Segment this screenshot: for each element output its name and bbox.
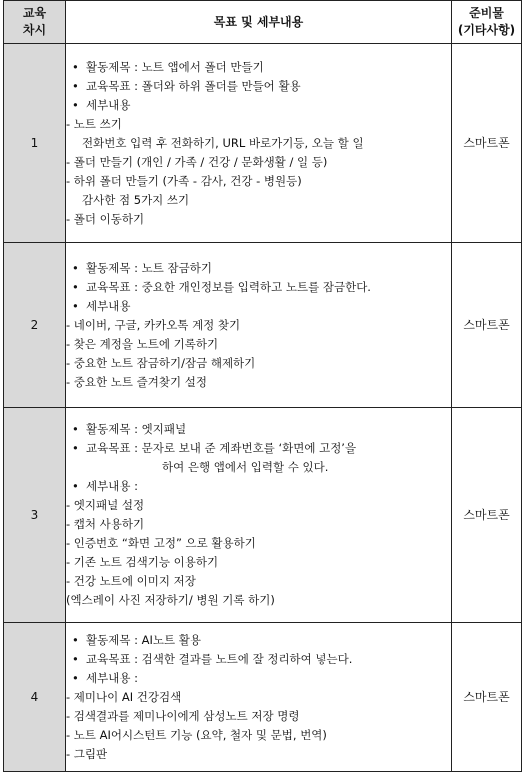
detail-item: - 기존 노트 검색기능 이용하기: [66, 555, 219, 569]
lesson-plan-table: [3, 0, 522, 772]
table-row: [4, 44, 522, 243]
header-prep-line1: 준비물: [469, 6, 504, 20]
table-row: [4, 243, 522, 408]
detail-item: - 그림판: [66, 746, 108, 761]
detail-item: - 노트 쓰기: [66, 116, 122, 131]
learning-goal: • 교육목표 : 폴더와 하위 폴더를 만들어 활용: [66, 77, 451, 96]
bullet-icon: •: [72, 279, 79, 294]
activity-title: • 활동제목 : AI노트 활용: [66, 631, 451, 650]
session-content: [66, 408, 452, 623]
learning-goal: • 교육목표 : 중요한 개인정보를 입력하고 노트를 잠금한다.: [66, 278, 451, 297]
activity-title: • 활동제목 : 노트 앱에서 폴더 만들기: [66, 58, 451, 77]
bullet-icon: •: [72, 97, 79, 112]
detail-item: - 엣지패널 설정: [66, 498, 145, 512]
bullet-icon: •: [72, 78, 79, 93]
detail-item: - 네이버, 구글, 카카오톡 계정 찾기: [66, 317, 241, 332]
details-heading: • 세부내용 :: [66, 477, 451, 496]
detail-item: - 폴더 이동하기: [66, 211, 145, 226]
header-row: [4, 1, 522, 44]
session-number: 4: [4, 623, 66, 772]
session-content: [66, 44, 452, 243]
detail-item: - 하위 폴더 만들기 (가족 - 감사, 건강 - 병원등): [66, 173, 302, 188]
details-heading: • 세부내용: [66, 96, 451, 115]
detail-item: - 중요한 노트 잠금하기/잠금 해제하기: [66, 355, 256, 370]
header-session: [4, 1, 66, 44]
bullet-icon: •: [72, 479, 79, 493]
detail-note: (엑스레이 사진 저장하기/ 병원 기록 하기): [66, 593, 275, 607]
detail-item: - 인증번호 “화면 고정” 으로 활용하기: [66, 536, 256, 550]
bullet-icon: •: [72, 260, 79, 275]
bullet-icon: •: [72, 651, 79, 666]
detail-subitem: 감사한 점 5가지 쓰기: [82, 192, 190, 207]
header-session-line2: 차시: [22, 23, 47, 37]
table-row: [4, 408, 522, 623]
bullet-icon: •: [72, 632, 79, 647]
detail-item: - 캡처 사용하기: [66, 517, 145, 531]
details-heading: • 세부내용 :: [66, 669, 451, 688]
header-prep: [452, 1, 522, 44]
detail-item: - 노트 AI어시스턴트 기능 (요약, 철자 및 문법, 번역): [66, 727, 327, 742]
prep-materials: 스마트폰: [452, 408, 522, 623]
header-session-line1: 교육: [22, 6, 47, 20]
header-content: 목표 및 세부내용: [66, 1, 452, 44]
detail-item: - 폴더 만들기 (개인 / 가족 / 건강 / 문화생활 / 일 등): [66, 154, 328, 169]
session-content: [66, 623, 452, 772]
session-number: 2: [4, 243, 66, 408]
prep-materials: 스마트폰: [452, 623, 522, 772]
learning-goal-continued: 하여 은행 앱에서 입력할 수 있다.: [162, 460, 329, 474]
detail-item: - 찾은 계정을 노트에 기록하기: [66, 336, 219, 351]
activity-title: • 활동제목 : 엣지패널: [66, 420, 451, 439]
bullet-icon: •: [72, 670, 79, 685]
header-prep-line2: (기타사항): [457, 23, 516, 37]
detail-item: - 중요한 노트 즐겨찾기 설정: [66, 374, 207, 389]
bullet-icon: •: [72, 298, 79, 313]
bullet-icon: •: [72, 59, 79, 74]
session-number: 3: [4, 408, 66, 623]
bullet-icon: •: [72, 422, 79, 436]
learning-goal: • 교육목표 : 검색한 결과를 노트에 잘 정리하여 넣는다.: [66, 650, 451, 669]
detail-item: - 제미나이 AI 건강검색: [66, 689, 182, 704]
session-number: 1: [4, 44, 66, 243]
prep-materials: 스마트폰: [452, 243, 522, 408]
activity-title: • 활동제목 : 노트 잠금하기: [66, 259, 451, 278]
detail-item: - 건강 노트에 이미지 저장: [66, 574, 196, 588]
details-heading: • 세부내용: [66, 297, 451, 316]
detail-item: - 검색결과를 제미나이에게 삼성노트 저장 명령: [66, 708, 300, 723]
learning-goal: • 교육목표 : 문자로 보내 준 계좌번호를 ‘화면에 고정’을: [66, 439, 451, 458]
prep-materials: 스마트폰: [452, 44, 522, 243]
detail-subitem: 전화번호 입력 후 전화하기, URL 바로가기등, 오늘 할 일: [82, 135, 364, 150]
session-content: [66, 243, 452, 408]
table-row: [4, 623, 522, 772]
bullet-icon: •: [72, 441, 79, 455]
